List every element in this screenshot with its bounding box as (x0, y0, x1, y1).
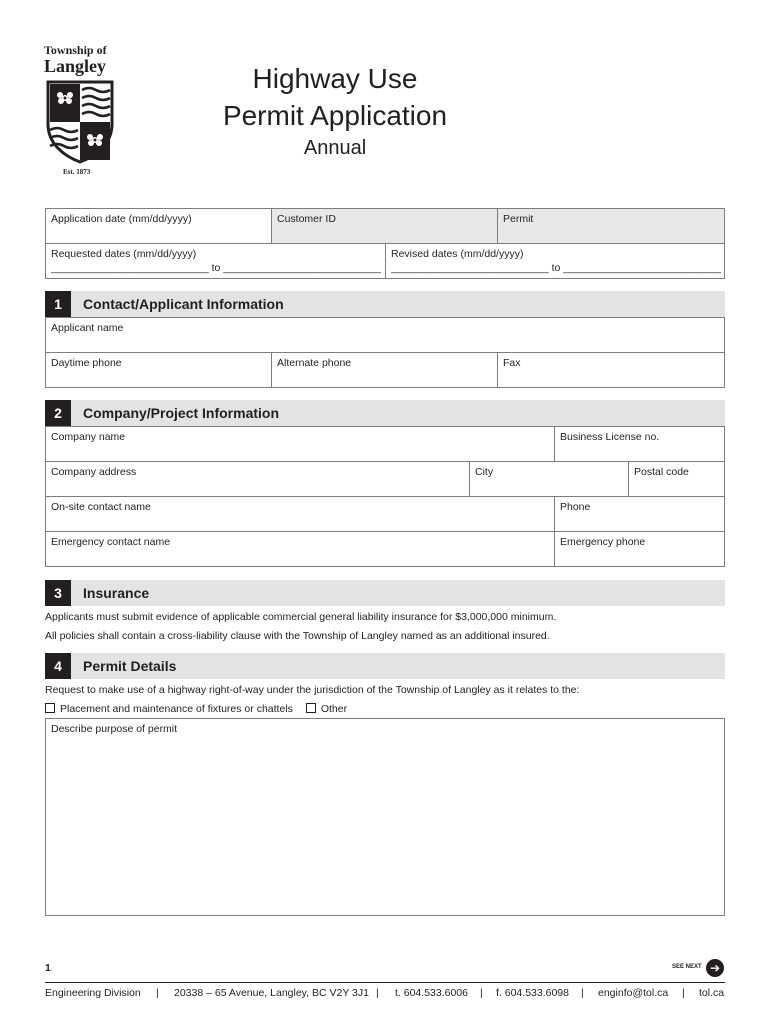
applicant-name-label: Applicant name (51, 322, 124, 334)
page-subtitle: Annual (303, 137, 367, 159)
section-1-header (45, 291, 725, 317)
see-next-label: SEE NEXT (672, 964, 702, 970)
revised-dates-label: Revised dates (mm/dd/yyyy) (391, 248, 524, 260)
footer-fax: f. 604.533.6098 (496, 987, 569, 999)
footer-sep: | (581, 987, 584, 999)
permit-field[interactable] (497, 208, 725, 244)
business-license-field[interactable] (554, 426, 725, 462)
footer-address: 20338 – 65 Avenue, Langley, BC V2Y 3J1 (174, 987, 369, 999)
option-other-label: Other (320, 703, 348, 715)
company-address-field[interactable] (45, 461, 470, 497)
page-title-line1: Highway Use (252, 63, 418, 94)
daytime-phone-field[interactable] (45, 352, 272, 388)
postal-code-field[interactable] (628, 461, 725, 497)
footer-tel: t. 604.533.6006 (395, 987, 468, 999)
city-label: City (475, 466, 494, 478)
postal-code-label: Postal code (634, 466, 689, 478)
emergency-contact-label: Emergency contact name (51, 536, 171, 548)
describe-purpose-label: Describe purpose of permit (51, 723, 178, 735)
logo-wordmark (44, 44, 118, 75)
insurance-text-1: Applicants must submit evidence of applicable commercial general liability insurance for $3,000,000 minimum. (45, 611, 557, 623)
option-fixtures[interactable] (45, 703, 293, 715)
logo-line1: Township of (44, 43, 107, 57)
checkbox-icon[interactable] (306, 703, 316, 713)
company-name-label: Company name (51, 431, 126, 443)
emergency-phone-label: Emergency phone (560, 536, 646, 548)
footer-sep: | (480, 987, 483, 999)
section-4-title: Permit Details (83, 658, 177, 674)
permit-options (45, 703, 347, 715)
permit-label: Permit (503, 213, 534, 225)
footer-divider (45, 982, 725, 983)
section-3-number: 3 (45, 580, 71, 606)
onsite-phone-label: Phone (560, 501, 591, 513)
customer-id-label: Customer ID (277, 213, 336, 225)
applicant-name-field[interactable] (45, 317, 725, 353)
permit-details-text: Request to make use of a highway right-of-way under the jurisdiction of the Township of Langley as it relates to the: (45, 684, 580, 696)
requested-dates-line: ___________________________ to ___________________________ (51, 262, 381, 274)
emergency-phone-field[interactable] (554, 531, 725, 567)
onsite-phone-field[interactable] (554, 496, 725, 532)
section-3-title: Insurance (83, 585, 150, 601)
footer-sep: | (682, 987, 685, 999)
alternate-phone-field[interactable] (271, 352, 498, 388)
alternate-phone-label: Alternate phone (277, 357, 352, 369)
section-4-number: 4 (45, 653, 71, 679)
footer-sep: | (156, 987, 159, 999)
footer-sep: | (376, 987, 379, 999)
requested-dates-field[interactable] (45, 243, 386, 279)
section-2-header (45, 400, 725, 426)
revised-dates-line: ___________________________ to ___________________________ (391, 262, 721, 274)
section-1-title: Contact/Applicant Information (83, 296, 284, 312)
application-date-label: Application date (mm/dd/yyyy) (51, 213, 192, 225)
customer-id-field[interactable] (271, 208, 498, 244)
onsite-contact-field[interactable] (45, 496, 555, 532)
section-2-title: Company/Project Information (83, 405, 280, 421)
application-date-field[interactable] (45, 208, 272, 244)
city-field[interactable] (469, 461, 629, 497)
logo-est: Est. 1873 (63, 168, 91, 176)
checkbox-icon[interactable] (45, 703, 55, 713)
company-name-field[interactable] (45, 426, 555, 462)
footer-division: Engineering Division (45, 987, 141, 999)
emergency-contact-field[interactable] (45, 531, 555, 567)
onsite-contact-label: On-site contact name (51, 501, 151, 513)
section-1-number: 1 (45, 291, 71, 317)
footer-web-link[interactable]: tol.ca (699, 987, 725, 999)
footer-email-link[interactable]: enginfo@tol.ca (598, 987, 669, 999)
describe-purpose-field[interactable] (45, 718, 725, 916)
section-4-header (45, 653, 725, 679)
page-number: 1 (45, 962, 51, 974)
section-3-header (45, 580, 725, 606)
fax-field[interactable] (497, 352, 725, 388)
company-address-label: Company address (51, 466, 137, 478)
requested-dates-label: Requested dates (mm/dd/yyyy) (51, 248, 197, 260)
fax-label: Fax (503, 357, 521, 369)
option-fixtures-label: Placement and maintenance of fixtures or chattels (60, 703, 293, 715)
section-2-number: 2 (45, 400, 71, 426)
business-license-label: Business License no. (560, 431, 660, 443)
daytime-phone-label: Daytime phone (51, 357, 122, 369)
option-other[interactable] (306, 703, 347, 715)
township-crest-icon (46, 80, 114, 164)
page-title-line2: Permit Application (222, 100, 448, 131)
insurance-text-2: All policies shall contain a cross-liability clause with the Township of Langley named as an additional insured. (45, 630, 550, 642)
arrow-right-icon[interactable]: ➔ (706, 959, 724, 977)
logo-line2: Langley (44, 56, 107, 76)
revised-dates-field[interactable] (385, 243, 725, 279)
